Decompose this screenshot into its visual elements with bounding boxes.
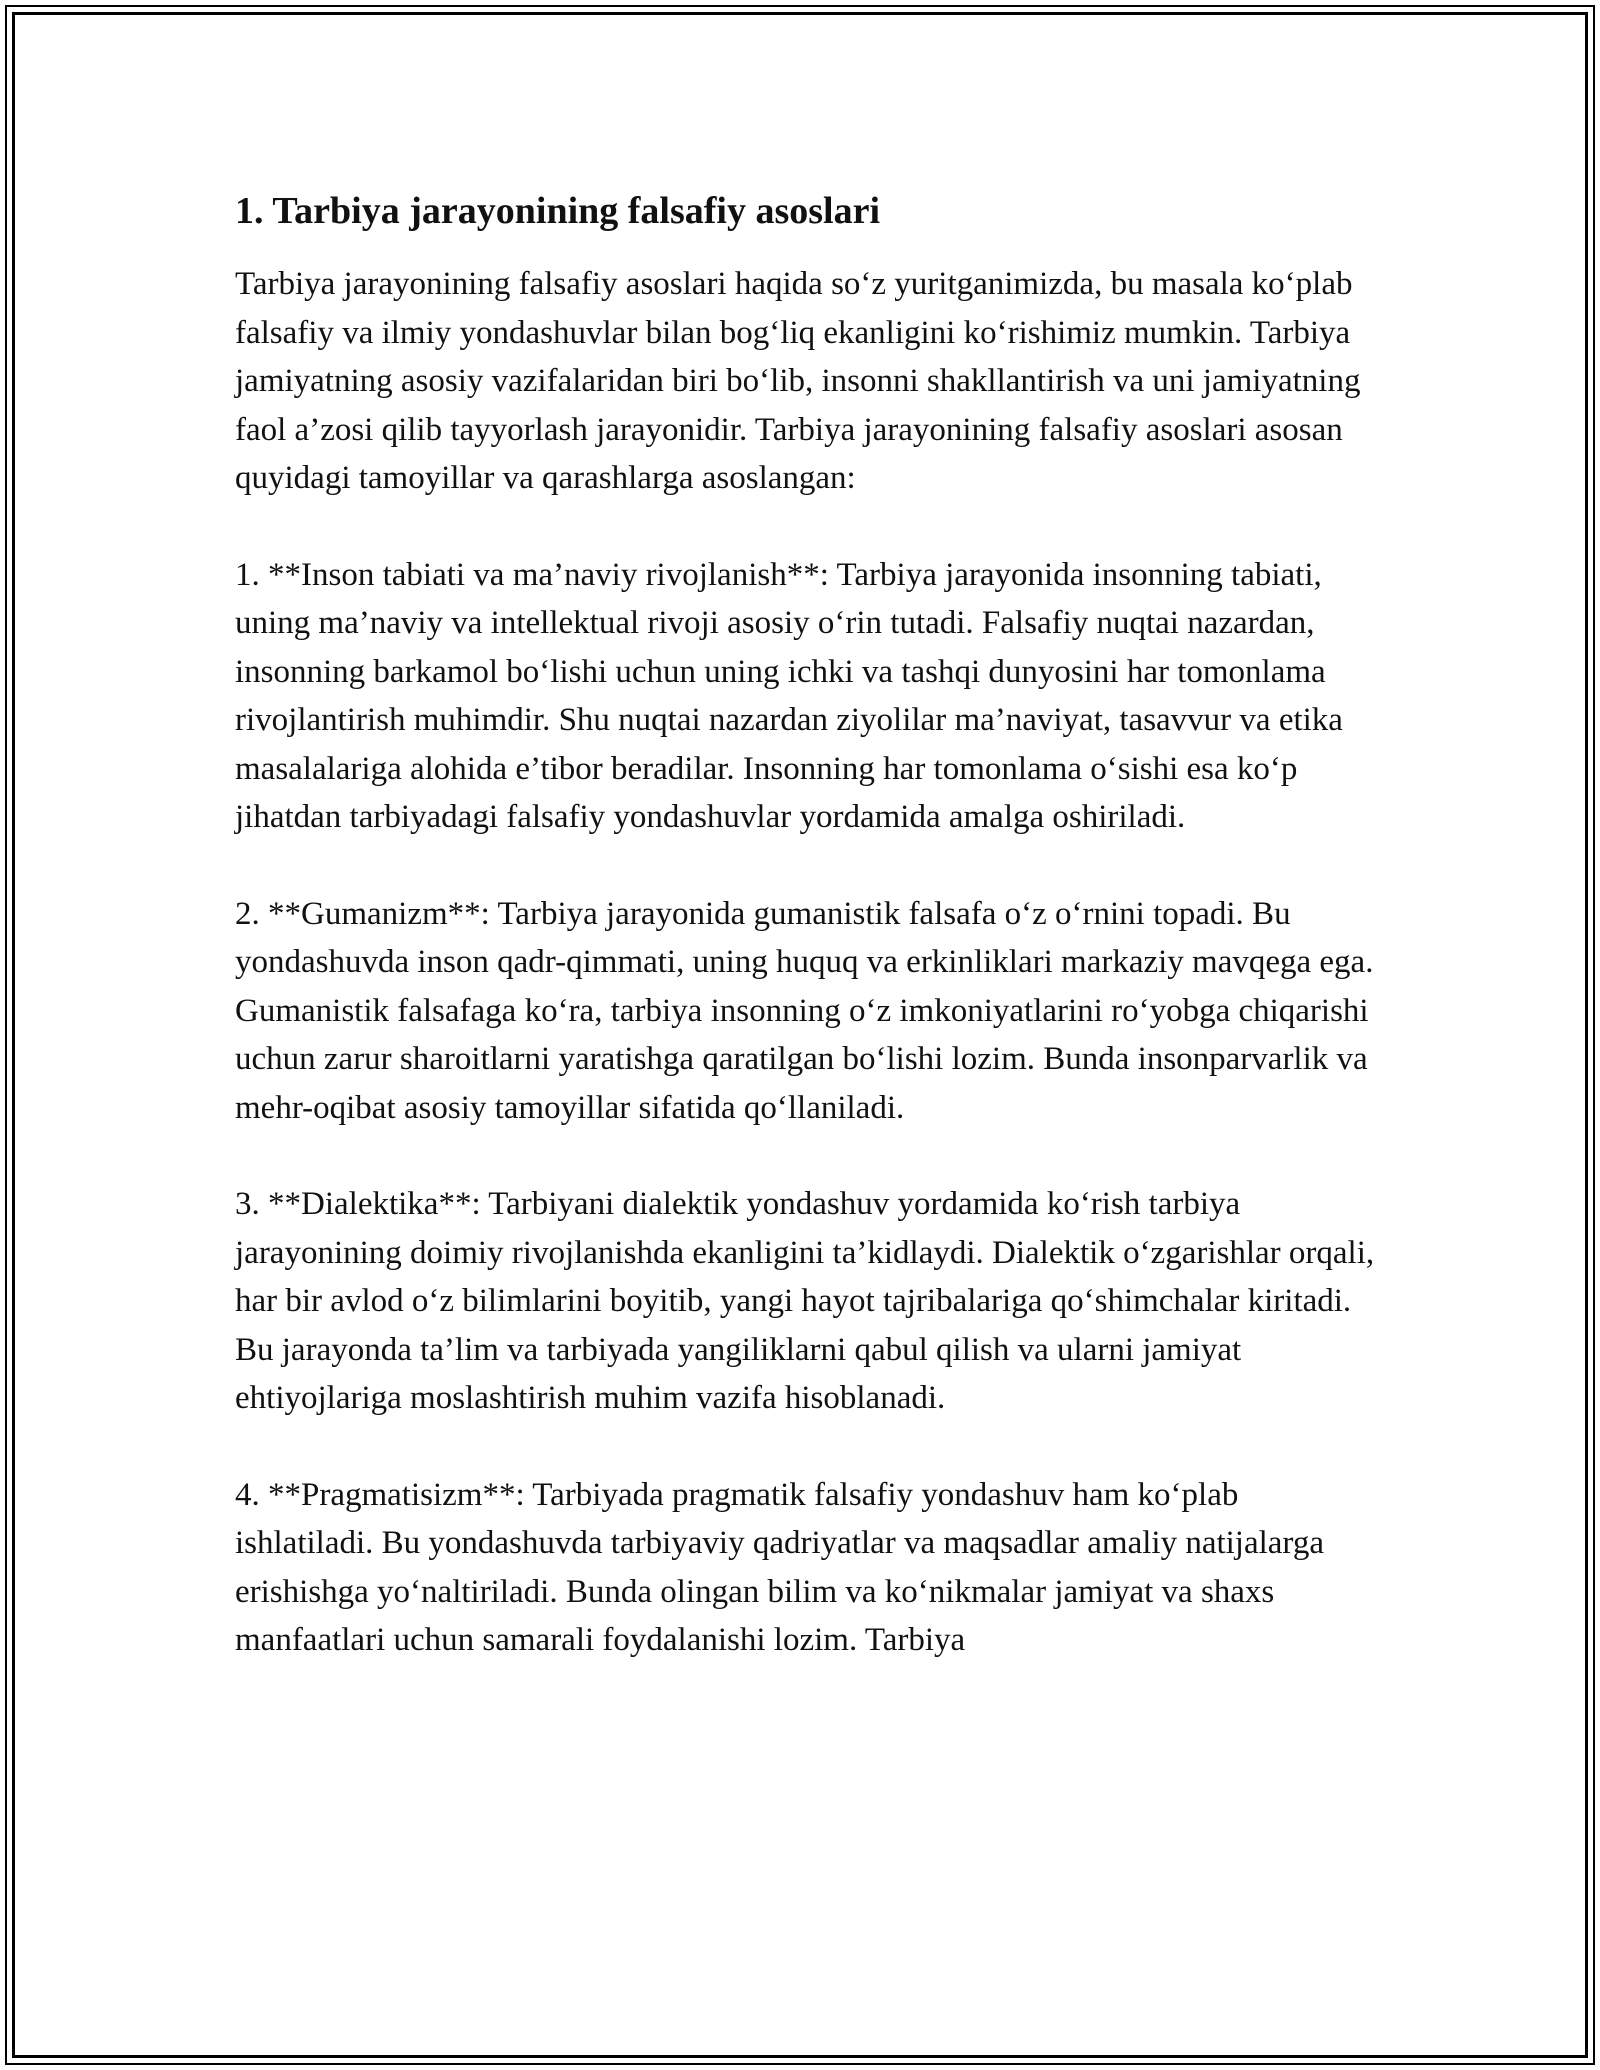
intro-paragraph: Tarbiya jarayonining falsafiy asoslari haqida so‘z yuritganimizda, bu masala ko‘plab falsafiy va ilmiy yondashuvlar bilan bog‘liq ekanligini ko‘rishimiz mumkin. Tarbiya jamiyatning asosiy vazifalaridan biri bo‘lib, insonni shakllantirish va uni jamiyatning faol a’zosi qilib tayyorlash jarayonidir. Tarbiya jarayonining falsafiy asoslari asosan quyidagi tamoyillar va qarashlarga asoslangan: bbox=[235, 266, 1361, 496]
paragraph-pragmatisizm: 4. **Pragmatisizm**: Tarbiyada pragmatik falsafiy yondashuv ham ko‘plab ishlatiladi. Bu yondashuvda tarbiyaviy qadriyatlar va maqsadlar amaliy natijalarga erishishga yo‘naltiriladi. Bunda olingan bilim va ko‘nikmalar jamiyat va shaxs manfaatlari uchun samarali foydalanishi lozim. Tarbiya bbox=[235, 1476, 1324, 1658]
paragraph-dialektika: 3. **Dialektika**: Tarbiyani dialektik yondashuv yordamida ko‘rish tarbiya jarayonining doimiy rivojlanishda ekanligini ta’kidlaydi. Dialektik o‘zgarishlar orqali, har bir avlod o‘z bilimlarini boyitib, yangi hayot tajribalariga qo‘shimchalar kiritadi. Bu jarayonda ta’lim va tarbiyada yangiliklarni qabul qilish va ularni jamiyat ehtiyojlariga moslashtirish muhim vazifa hisoblanadi. bbox=[235, 1186, 1375, 1416]
document-title: 1. Tarbiya jarayonining falsafiy asoslari bbox=[235, 190, 881, 232]
paragraph-inson-tabiati: 1. **Inson tabiati va ma’naviy rivojlanish**: Tarbiya jarayonida insonning tabiati, uning ma’naviy va intellektual rivoji asosiy o‘rin tutadi. Falsafiy nuqtai nazardan, insonning barkamol bo‘lishi uchun uning ichki va tashqi dunyosini har tomonlama rivojlantirish muhimdir. Shu nuqtai nazardan ziyolilar ma’naviyat, tasavvur va etika masalalariga alohida e’tibor beradilar. Insonning har tomonlama o‘sishi esa ko‘p jihatdan tarbiyadagi falsafiy yondashuvlar yordamida amalga oshiriladi. bbox=[235, 556, 1343, 835]
document-page bbox=[235, 186, 1375, 1713]
paragraph-gumanizm: 2. **Gumanizm**: Tarbiya jarayonida gumanistik falsafa o‘z o‘rnini topadi. Bu yondashuvda inson qadr-qimmati, uning huquq va erkinliklari markaziy mavqega ega. Gumanistik falsafaga ko‘ra, tarbiya insonning o‘z imkoniyatlarini ro‘yobga chiqarishi uchun zarur sharoitlarni yaratishga qaratilgan bo‘lishi lozim. Bunda insonparvarlik va mehr-oqibat asosiy tamoyillar sifatida qo‘llaniladi. bbox=[235, 895, 1374, 1126]
